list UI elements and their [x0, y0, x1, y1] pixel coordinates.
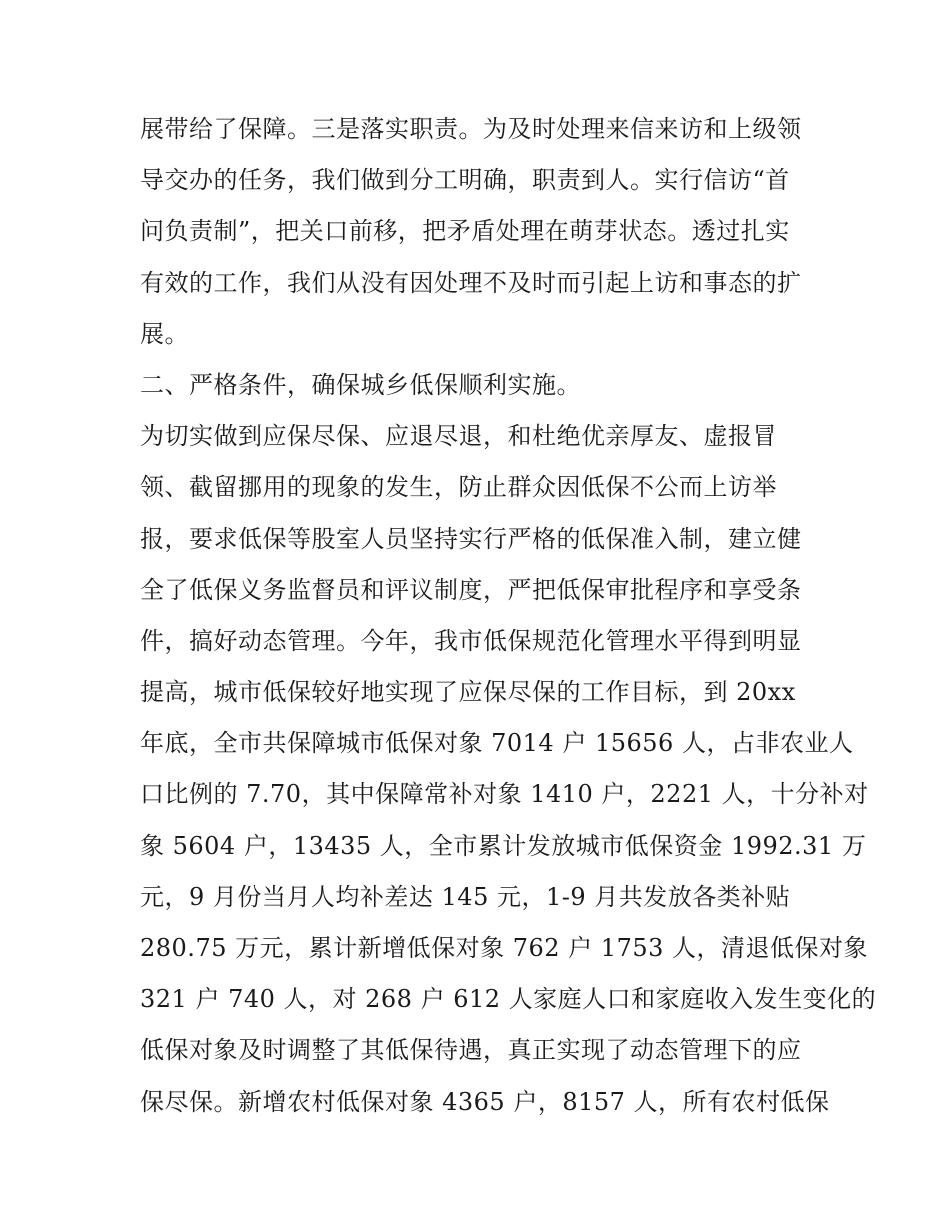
section-heading: 二、严格条件，确保城乡低保顺利实施。: [140, 370, 581, 399]
paragraph-line: 展。: [140, 319, 189, 348]
paragraph-line: 全了低保义务监督员和评议制度，严把低保审批程序和享受条: [140, 575, 802, 604]
paragraph-line: 象 5604 户，13435 人，全市累计发放城市低保资金 1992.31 万: [140, 831, 867, 860]
paragraph-line: 低保对象及时调整了其低保待遇，真正实现了动态管理下的应: [140, 1036, 802, 1065]
paragraph-line: 有效的工作，我们从没有因处理不及时而引起上访和事态的扩: [140, 268, 802, 297]
paragraph-line: 元，9 月份当月人均补差达 145 元，1-9 月共发放各类补贴: [140, 882, 791, 911]
paragraph-line: 为切实做到应保尽保、应退尽退，和杜绝优亲厚友、虚报冒: [140, 422, 777, 451]
document-body: [140, 104, 877, 1128]
paragraph-line: 领、截留挪用的现象的发生，防止群众因低保不公而上访举: [140, 473, 777, 502]
paragraph-line: 年底，全市共保障城市低保对象 7014 户 15656 人，占非农业人: [140, 729, 854, 758]
paragraph-line: 保尽保。新增农村低保对象 4365 户，8157 人，所有农村低保: [140, 1087, 830, 1116]
paragraph-line: 展带给了保障。三是落实职责。为及时处理来信来访和上级领: [140, 115, 802, 143]
paragraph-line: 导交办的任务，我们做到分工明确，职责到人。实行信访“首: [140, 166, 790, 195]
paragraph-line: 口比例的 7.70，其中保障常补对象 1410 户，2221 人，十分补对: [140, 780, 869, 809]
paragraph-line: 问负责制”，把关口前移，把矛盾处理在萌芽状态。透过扎实: [140, 217, 790, 246]
paragraph-line: 提高，城市低保较好地实现了应保尽保的工作目标，到 20xx: [140, 678, 796, 707]
paragraph-line: 321 户 740 人，对 268 户 612 人家庭人口和家庭收入发生变化的: [140, 985, 877, 1014]
paragraph-line: 件，搞好动态管理。今年，我市低保规范化管理水平得到明显: [140, 626, 802, 655]
paragraph-line: 280.75 万元，累计新增低保对象 762 户 1753 人，清退低保对象: [140, 934, 869, 962]
paragraph-line: 报，要求低保等股室人员坚持实行严格的低保准入制，建立健: [140, 524, 802, 553]
